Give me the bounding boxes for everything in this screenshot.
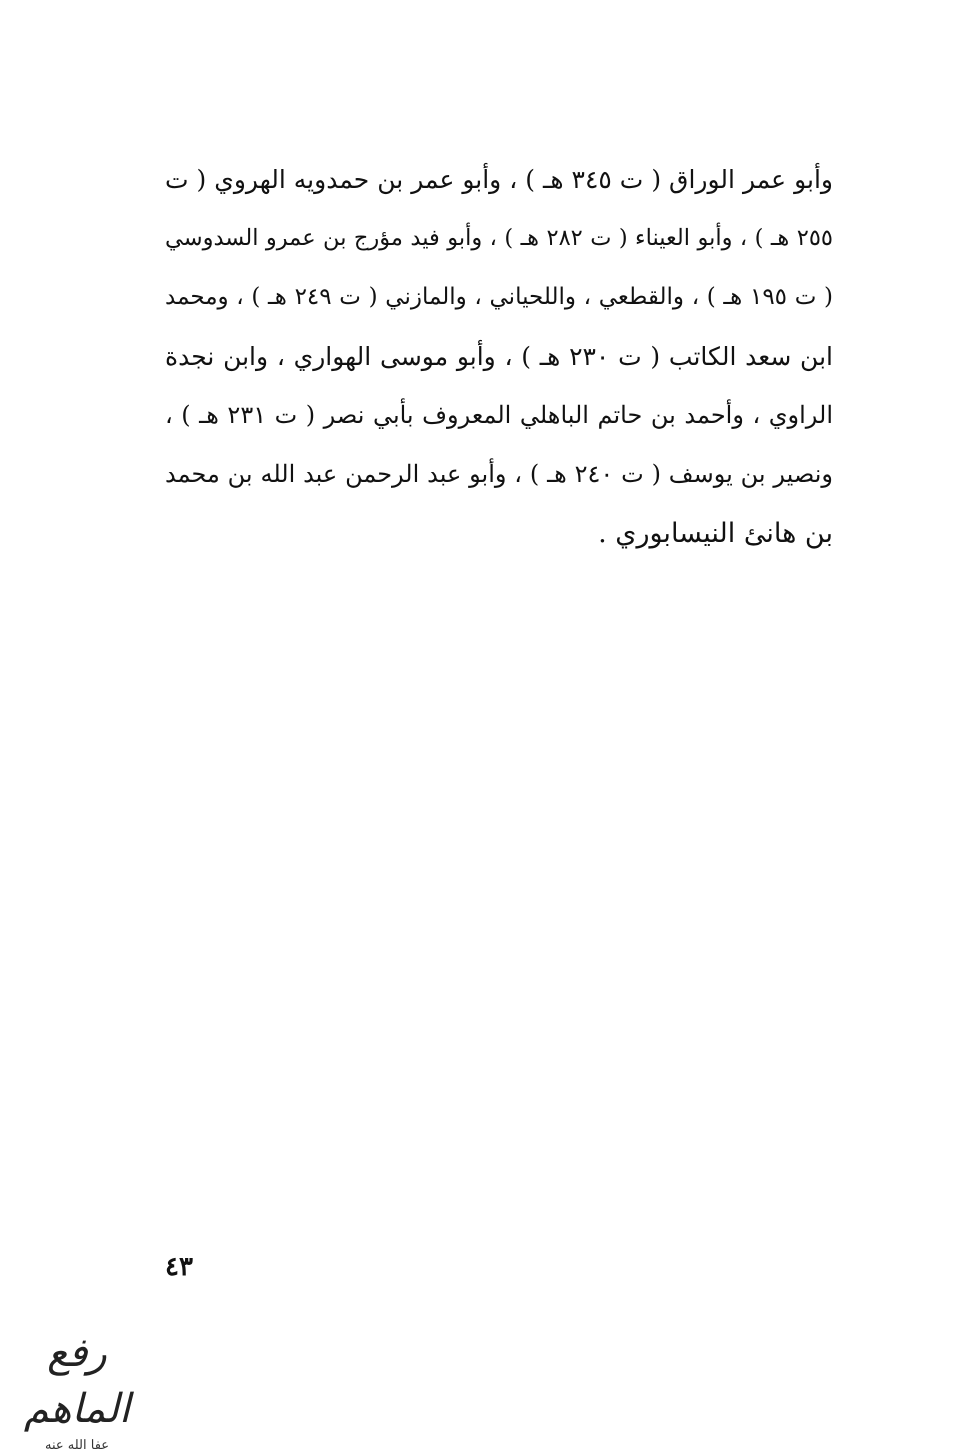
page-number: ٤٣	[165, 1252, 193, 1282]
text-line-5: الراوي ، وأحمد بن حاتم الباهلي المعروف بأبي نصر ( ت ٢٣١ هـ ) ،	[165, 401, 833, 429]
stamp-sub-text: عفا الله عنه	[44, 1438, 110, 1453]
text-line-2: ٢٥٥ هـ ) ، وأبو العيناء ( ت ٢٨٢ هـ ) ، وأبو فيد مؤرج بن عمرو السدوسي	[165, 225, 833, 251]
text-line-4: ابن سعد الكاتب ( ت ٢٣٠ هـ ) ، وأبو موسى الهواري ، وابن نجدة	[165, 342, 833, 371]
text-line-1: وأبو عمر الوراق ( ت ٣٤٥ هـ ) ، وأبو عمر بن حمدويه الهروي ( ت	[165, 165, 833, 194]
text-line-6: ونصير بن يوسف ( ت ٢٤٠ هـ ) ، وأبو عبد الرحمن عبد الله بن محمد	[165, 460, 833, 488]
uploader-stamp	[18, 1325, 136, 1453]
stamp-main-text: رفع الماهم	[23, 1330, 131, 1432]
text-line-7: بن هانئ النيسابوري .	[598, 518, 833, 549]
text-line-3: ( ت ١٩٥ هـ ) ، والقطعي ، واللحياني ، والمازني ( ت ٢٤٩ هـ ) ، ومحمد	[165, 284, 833, 310]
body-text	[165, 150, 833, 563]
